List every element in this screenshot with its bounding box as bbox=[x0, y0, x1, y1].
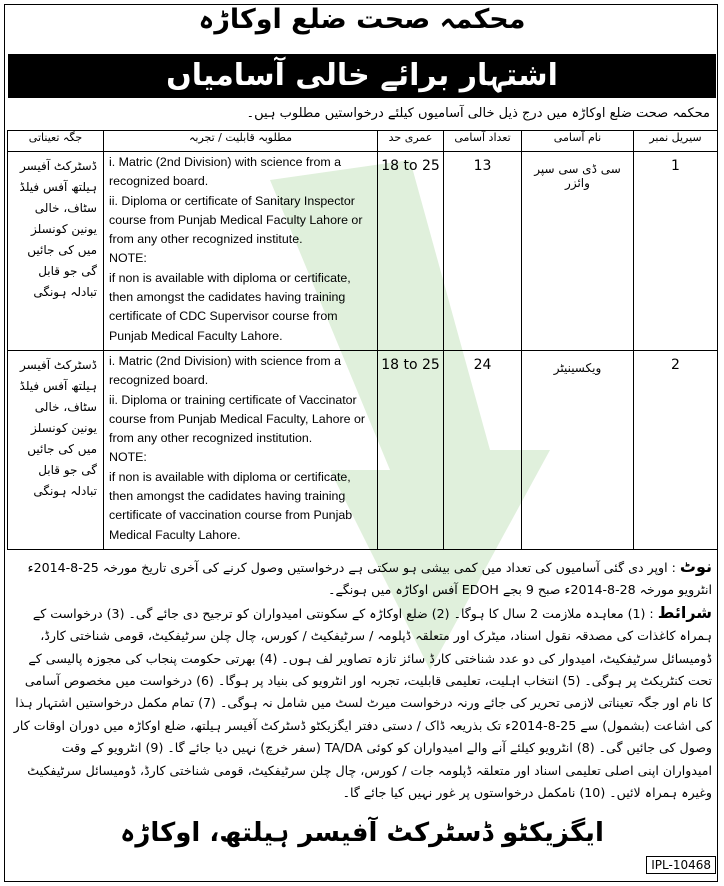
qualification-cell bbox=[104, 350, 378, 549]
note-text: اوپر دی گئی آسامیوں کی تعداد میں کمی بیشی ہو سکتی ہے درخواستیں وصول کرنے کی آخری تاریخ مورخہ 25-8-2014ء انٹرویو مورخہ 28-8-2014ء صبح 9 بجے EDOH آفس اوکاڑہ میں ہونگے۔ bbox=[27, 560, 712, 598]
qualification-line: recognized board. bbox=[109, 174, 209, 189]
age-cell: 18 to 25 bbox=[378, 152, 444, 351]
header-serial: سیریل نمبر bbox=[634, 131, 718, 152]
posting-cell: ڈسٹرکٹ آفیسر ہیلتھ آفس فیلڈ سٹاف، خالی یونین کونسلز میں کی جائیں گی جو قابل تبادلہ ہونگی bbox=[8, 152, 104, 351]
count-cell: 24 bbox=[444, 350, 522, 549]
qualification-line: certificate of CDC Supervisor course from bbox=[109, 309, 338, 324]
header-post: نام آسامی bbox=[522, 131, 634, 152]
vacancy-banner: اشتہار برائے خالی آسامیاں bbox=[8, 54, 716, 98]
note-label: نوٹ bbox=[679, 557, 712, 576]
qualification-line: recognized board. bbox=[109, 373, 209, 388]
qualification-cell bbox=[104, 152, 378, 351]
qualification-line: certificate of vaccination course from Punjab bbox=[109, 508, 353, 523]
post-name-cell: سی ڈی سی سپر وائزر bbox=[522, 152, 634, 351]
conditions-text: (1) معاہدہ ملازمت 2 سال کا ہوگا۔ (2) ضلع اوکاڑہ کے سکونتی امیدواران کو ترجیح دی جائے گی۔ (3) درخواست کے ہمراہ کاغذات کی مصدقہ نقول اسناد، میٹرک اور متعلقہ ڈپلومہ / سرٹیفکیٹ / کورس، چال چلن سرٹیفکیٹ، قومی شناختی کارڈ، ڈومیسائل سرٹیفکیٹ، امیدوار کی دو عدد شناختی کارڈ سائز تازہ تصاویر لف ہوں۔ (4) بھرتی حکومت پنجاب کی مجوزہ پالیسی کے تحت کنٹریکٹ پر ہوگی۔ (5) انتخاب اہلیت، تعلیمی قابلیت، تجربہ اور انٹرویو کی بنیاد پر ہوگا۔ (6) درخواست میں مخصوص آسامی کا نام اور جگہ تعیناتی لازمی تحریر کی جائے ورنہ درخواست میرٹ لسٹ میں شامل نہ ہوگی۔ (7) تمام مکمل درخواستیں اشتہار ہذا کی اشاعت (بشمول) سے 25-8-2014ء تک بذریعہ ڈاک / دستی دفتر ایگزیکٹو ڈسٹرکٹ آفیسر ہیلتھ، ضلع اوکاڑہ میں دوران اوقات کار وصول کی جائیں گی۔ (8) انٹرویو کیلئے آنے والے امیدواران کو کوئی TA/DA (سفر خرچ) نہیں دیا جائے گا۔ (9) انٹرویو کے وقت امیدواران اپنی اصلی تعلیمی اسناد اور متعلقہ ڈپلومہ جات / کورس، چال چلن سرٹیفکیٹ، قومی شناختی کارڈ، ڈومیسائل سرٹیفکیٹ وغیرہ ہمراہ لائیں۔ (10) نامکمل درخواستوں پر غور نہیں کیا جائے گا۔ bbox=[13, 605, 712, 801]
conditions-label: شرائط bbox=[657, 602, 712, 622]
qualification-line: i. Matric (2nd Division) with science from a bbox=[109, 155, 342, 169]
posting-cell: ڈسٹرکٹ آفیسر ہیلتھ آفس فیلڈ سٹاف، خالی یونین کونسلز میں کی جائیں گی جو قابل تبادلہ ہونگی bbox=[8, 350, 104, 549]
qualification-line: ii. Diploma or training certificate of Vaccinator bbox=[109, 392, 357, 407]
note-paragraph: نوٹ : اوپر دی گئی آسامیوں کی تعداد میں کمی بیشی ہو سکتی ہے درخواستیں وصول کرنے کی آخری تاریخ مورخہ 25-8-2014ء انٹرویو مورخہ 28-8-2014ء صبح 9 بجے EDOH آفس اوکاڑہ میں ہونگے۔ bbox=[27, 557, 712, 598]
department-title: محکمہ صحت ضلع اوکاڑہ bbox=[198, 4, 526, 35]
qualification-line: i. Matric (2nd Division) with science from a bbox=[109, 353, 342, 368]
qualification-line: then amongst the cadidates having training bbox=[109, 290, 346, 305]
age-cell: 18 to 25 bbox=[378, 350, 444, 549]
serial-cell: 2 bbox=[634, 350, 718, 549]
qualification-line: course from Punjab Medical Faculty, Lahore or bbox=[109, 411, 365, 426]
count-cell: 13 bbox=[444, 152, 522, 351]
header-posting: جگہ تعیناتی bbox=[8, 131, 104, 152]
header-qualification: مطلوبہ قابلیت / تجربہ bbox=[104, 131, 378, 152]
header-age: عمری حد bbox=[378, 131, 444, 152]
ipl-code-badge: IPL-10468 bbox=[646, 856, 716, 874]
qualification-line: if non is available with diploma or certificate, bbox=[109, 469, 351, 484]
header-count: تعداد آسامی bbox=[444, 131, 522, 152]
qualification-line: Punjab Medical Faculty Lahore. bbox=[109, 328, 283, 343]
qualification-line: Medical Faculty Lahore. bbox=[109, 527, 241, 542]
post-name-cell: ویکسینیٹر bbox=[522, 350, 634, 549]
qualification-line: then amongst the cadidates having training bbox=[109, 489, 346, 504]
qualification-line: NOTE: bbox=[109, 251, 147, 266]
table-header-row bbox=[8, 131, 718, 152]
qualification-line: course from Punjab Medical Faculty Lahore or bbox=[109, 212, 363, 227]
qualification-line: if non is available with diploma or certificate, bbox=[109, 270, 351, 285]
intro-text: محکمہ صحت ضلع اوکاڑہ میں درج ذیل خالی آسامیوں کیلئے درخواستیں مطلوب ہیں۔ bbox=[246, 106, 710, 121]
qualification-line: ii. Diploma or certificate of Sanitary Inspector bbox=[109, 193, 355, 208]
qualification-line: from any other recognized institute. bbox=[109, 232, 303, 247]
qualification-line: from any other recognized institution. bbox=[109, 431, 313, 446]
qualification-line: NOTE: bbox=[109, 450, 147, 465]
issuer-title: ایگزیکٹو ڈسٹرکٹ آفیسر ہیلتھ، اوکاڑہ bbox=[120, 818, 604, 848]
table-row bbox=[8, 350, 718, 549]
serial-cell: 1 bbox=[634, 152, 718, 351]
notes-section bbox=[12, 556, 712, 804]
vacancy-table bbox=[7, 130, 718, 550]
table-row bbox=[8, 152, 718, 351]
conditions-paragraph: شرائط : (1) معاہدہ ملازمت 2 سال کا ہوگا۔ (2) ضلع اوکاڑہ کے سکونتی امیدواران کو ترجیح دی جائے گی۔ (3) درخواست کے ہمراہ کاغذات کی مصدقہ نقول اسناد، میٹرک اور متعلقہ ڈپلومہ / سرٹیفکیٹ / کورس، چال چلن سرٹیفکیٹ، قومی شناختی کارڈ، ڈومیسائل سرٹیفکیٹ، امیدوار کی دو عدد شناختی کارڈ سائز تازہ تصاویر لف ہوں۔ (4) بھرتی حکومت پنجاب کی مجوزہ پالیسی کے تحت کنٹریکٹ پر ہوگی۔ (5) انتخاب اہلیت، تعلیمی قابلیت، تجربہ اور انٹرویو کی بنیاد پر ہوگا۔ (6) درخواست میں مخصوص آسامی کا نام اور جگہ تعیناتی لازمی تحریر کی جائے ورنہ درخواست میرٹ لسٹ میں شامل نہ ہوگی۔ (7) تمام مکمل درخواستیں اشتہار ہذا کی اشاعت (بشمول) سے 25-8-2014ء تک بذریعہ ڈاک / دستی دفتر ایگزیکٹو ڈسٹرکٹ آفیسر ہیلتھ، ضلع اوکاڑہ میں دوران اوقات کار وصول کی جائیں گی۔ (8) انٹرویو کیلئے آنے والے امیدواران کو کوئی TA/DA (سفر خرچ) نہیں دیا جائے گا۔ (9) انٹرویو کے وقت امیدواران اپنی اصلی تعلیمی اسناد اور متعلقہ ڈپلومہ جات / کورس، چال چلن سرٹیفکیٹ، قومی شناختی کارڈ، ڈومیسائل سرٹیفکیٹ وغیرہ ہمراہ لائیں۔ (10) نامکمل درخواستوں پر غور نہیں کیا جائے گا۔ bbox=[13, 602, 712, 801]
